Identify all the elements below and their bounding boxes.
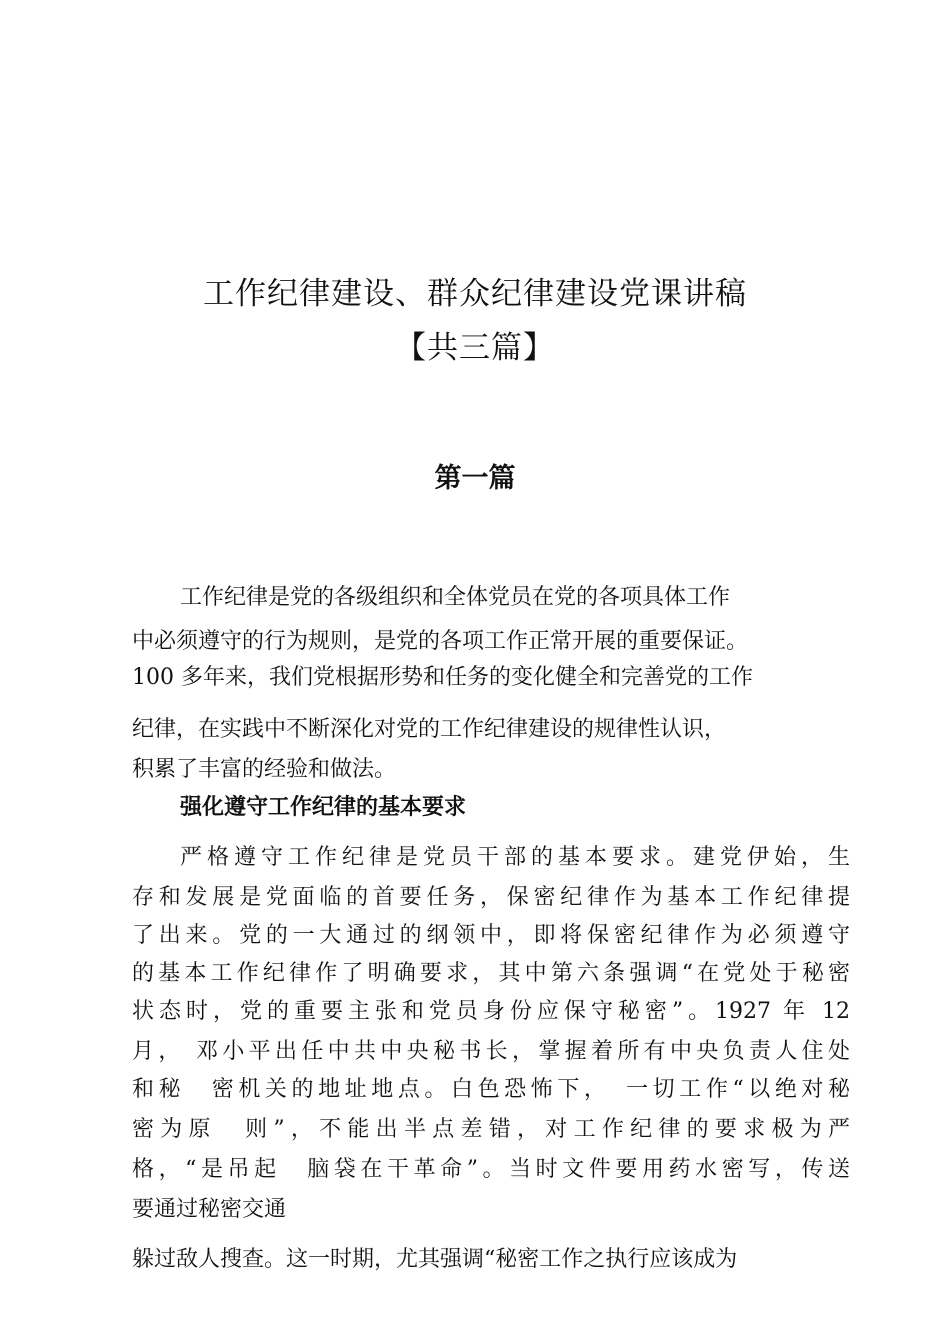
paragraph1-line-3: 100 多年来，我们党根据形势和任务的变化健全和完善党的工作 (132, 665, 753, 690)
paragraph1-line-5: 积累了丰富的经验和做法。 (132, 757, 397, 782)
paragraph2-line-5: 状态时，党的重要主张和党员身份应保守秘密”。1927 年 12 (132, 999, 850, 1024)
paragraph2-line-6: 月， 邓小平出任中共中央秘书长，掌握着所有中央负责人住处 (132, 1039, 850, 1064)
paragraph1-line-2: 中必须遵守的行为规则，是党的各项工作正常开展的重要保证。 (132, 629, 749, 654)
paragraph2-line-4: 的基本工作纪律作了明确要求，其中第六条强调“在党处于秘密 (132, 961, 850, 986)
paragraph2-line-10: 要通过秘密交通 (132, 1197, 287, 1222)
paragraph2-line-3: 了出来。党的一大通过的纲领中，即将保密纪律作为必须遵守 (132, 923, 850, 948)
paragraph1-line-4: 纪律，在实践中不断深化对党的工作纪律建设的规律性认识， (132, 717, 727, 742)
document-subtitle: 【共三篇】 (395, 330, 555, 366)
document-title: 工作纪律建设、群众纪律建设党课讲稿 (203, 276, 747, 312)
paragraph1-line-1: 工作纪律是党的各级组织和全体党员在党的各项具体工作 (180, 585, 731, 610)
chapter-title: 第一篇 (434, 463, 516, 494)
paragraph2-line-2: 存和发展是党面临的首要任务，保密纪律作为基本工作纪律提 (132, 885, 850, 910)
section-heading: 强化遵守工作纪律的基本要求 (180, 795, 467, 820)
paragraph2-line-8: 密为原 则”，不能出半点差错，对工作纪律的要求极为严 (132, 1117, 850, 1142)
paragraph2-line-9: 格，“是吊起 脑袋在干革命”。当时文件要用药水密写，传送 (132, 1157, 850, 1182)
paragraph2-line-7: 和秘 密机关的地址地点。白色恐怖下， 一切工作“以绝对秘 (132, 1077, 850, 1102)
paragraph2-line-1: 严格遵守工作纪律是党员干部的基本要求。建党伊始，生 (180, 845, 850, 870)
paragraph2-line-11: 躲过敌人搜查。这一时期，尤其强调“秘密工作之执行应该成为 (132, 1247, 738, 1272)
